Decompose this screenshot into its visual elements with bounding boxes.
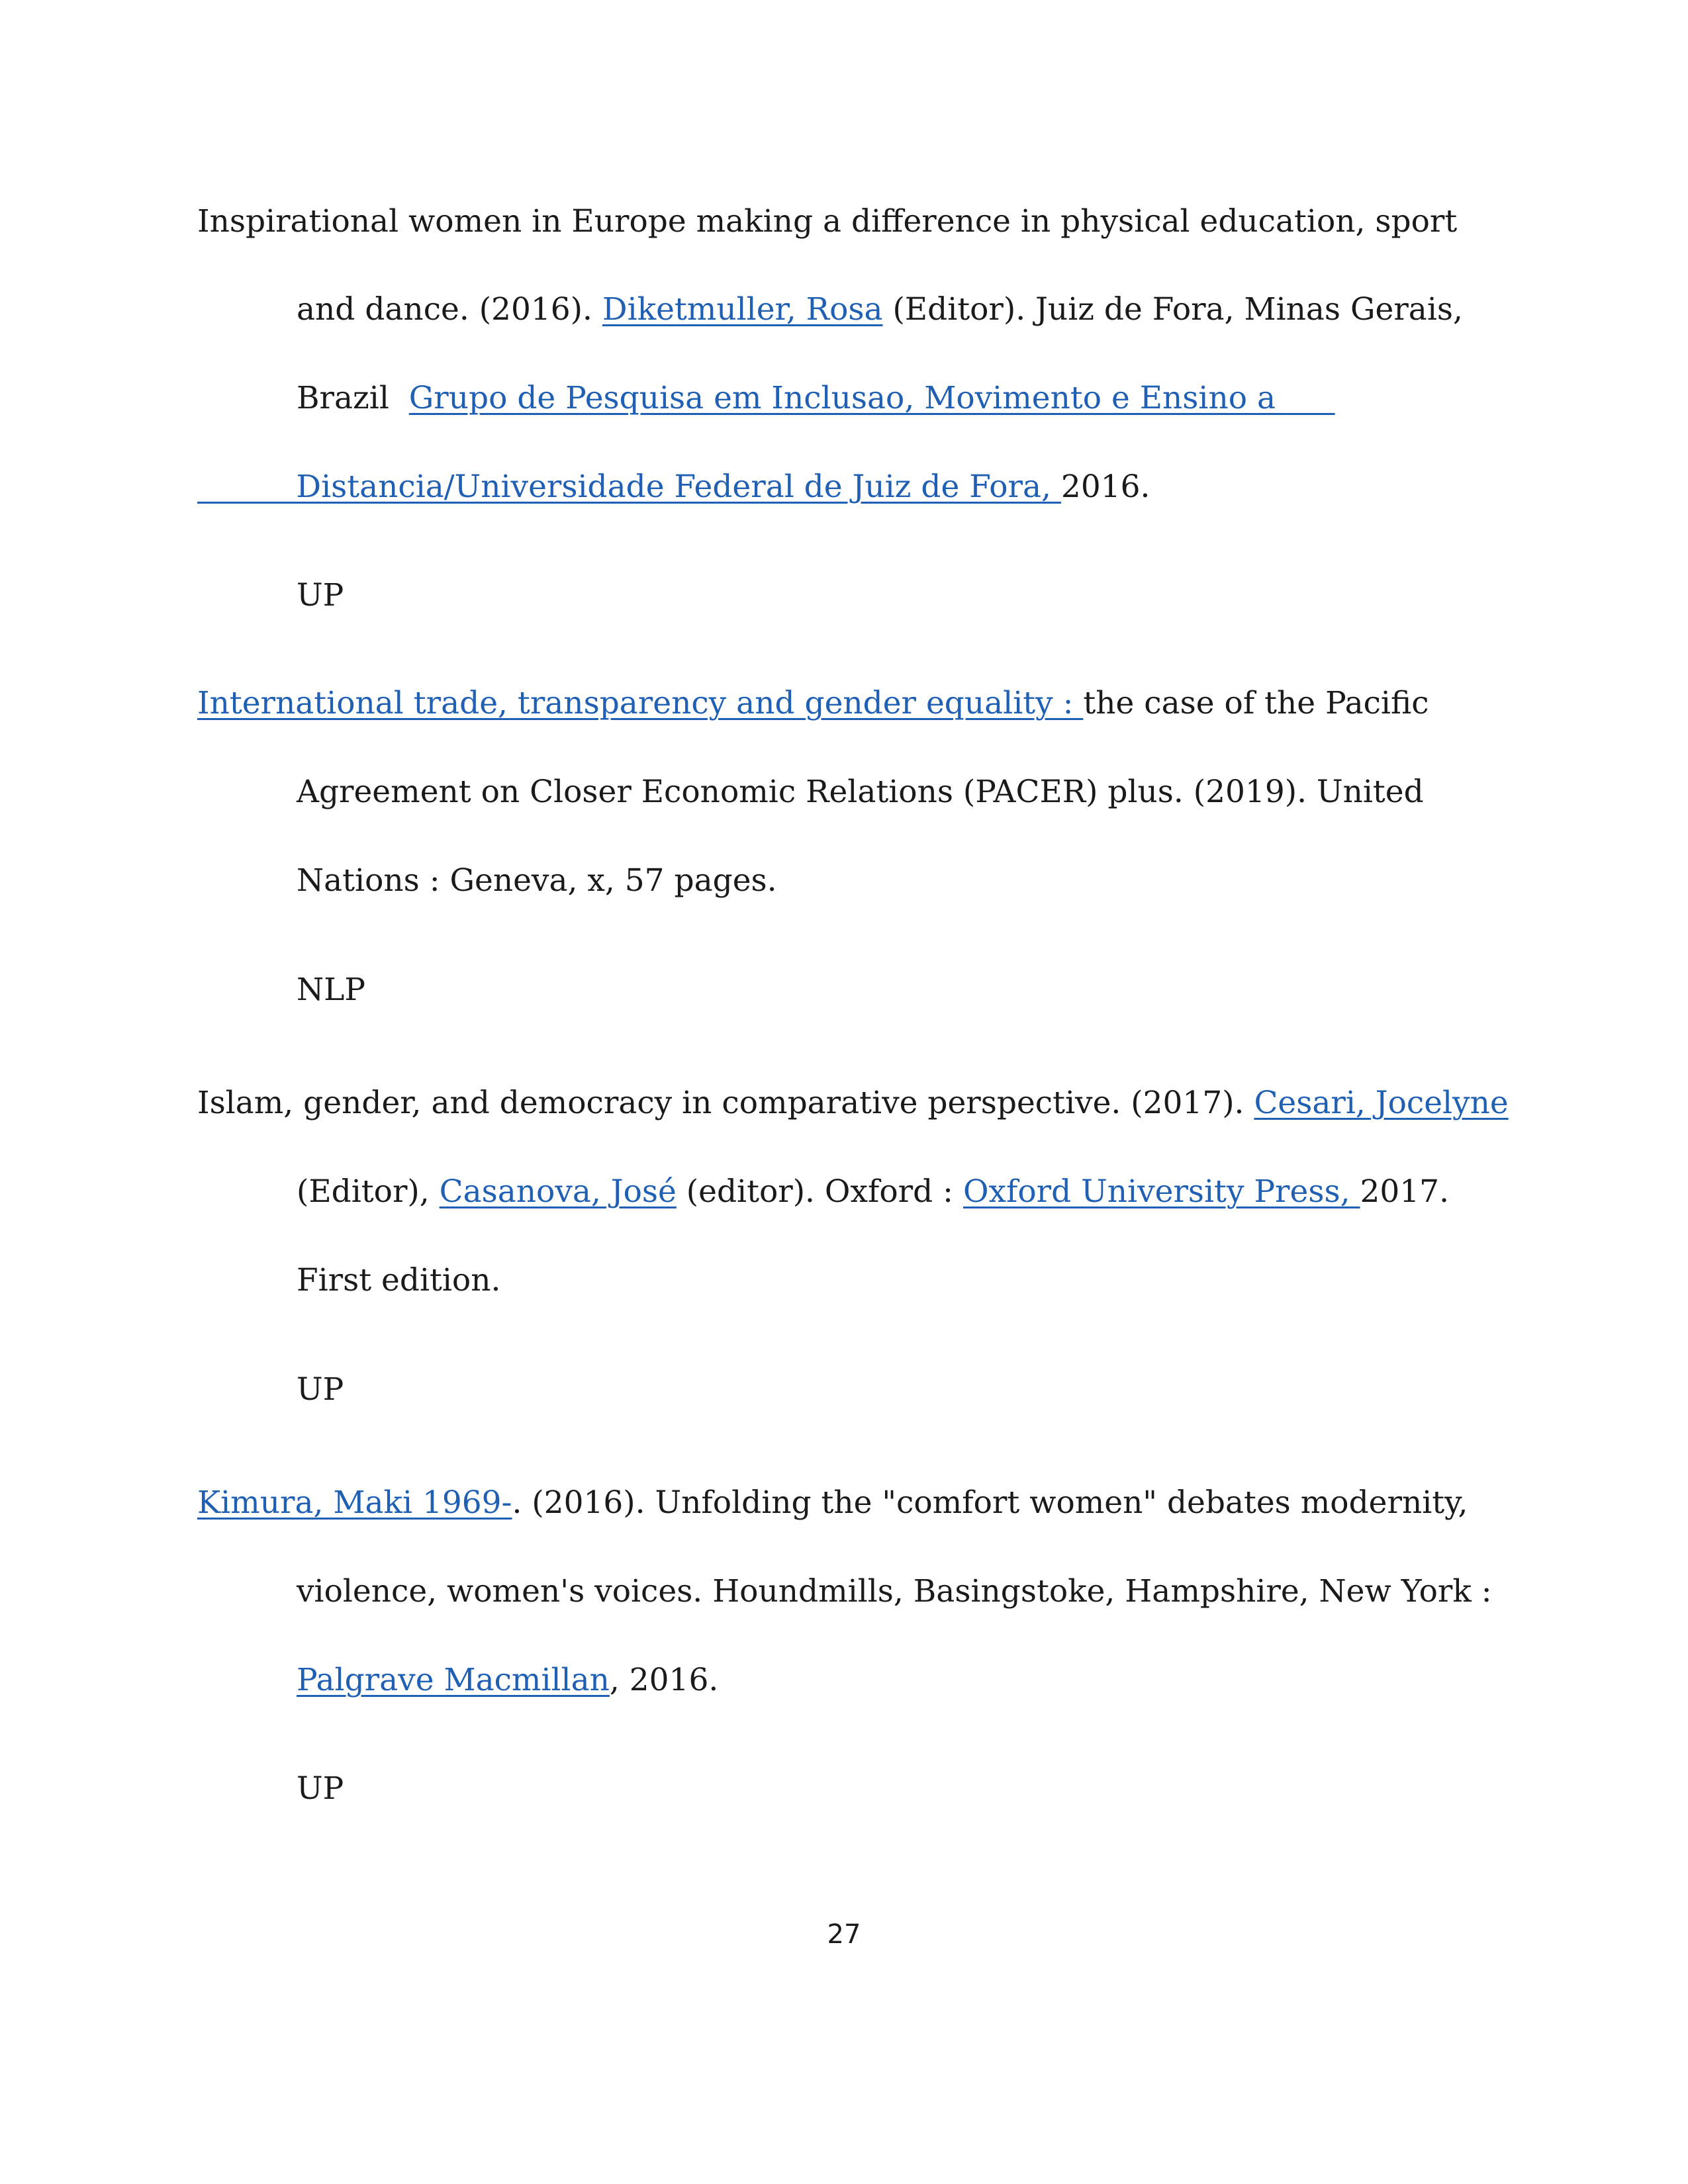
title-link-international-trade[interactable]: International trade, transparency and gender equality : — [197, 685, 1084, 721]
citation-text: 2016. — [1060, 469, 1150, 505]
author-link-diketmuller[interactable]: Diketmuller, Rosa — [602, 291, 883, 328]
citation-line: First edition. — [297, 1262, 501, 1298]
citation-line: Nations : Geneva, x, 57 pages. — [297, 862, 777, 899]
citation-text: (editor). Oxford : — [676, 1173, 963, 1210]
citation-line — [297, 290, 1463, 330]
citation-line — [197, 467, 1150, 507]
citation-text: (Editor), — [297, 1173, 440, 1210]
availability-code: NLP — [297, 972, 365, 1008]
citation-text: Brazil — [297, 380, 409, 416]
page-number: 27 — [827, 1919, 861, 1950]
citation-text: Inspirational women in Europe making a difference in physical education, sport — [197, 203, 1458, 240]
citation-text: . (2016). Unfolding the "comfort women" debates modernity, — [512, 1484, 1468, 1521]
publisher-link-palgrave[interactable]: Palgrave Macmillan — [297, 1662, 610, 1698]
availability-code: UP — [297, 1770, 344, 1807]
citation-line: Agreement on Closer Economic Relations (PACER) plus. (2019). United — [297, 774, 1424, 810]
citation-text: (Editor). Juiz de Fora, Minas Gerais, — [882, 291, 1463, 328]
publisher-link-universidade-federal[interactable]: Distancia/Universidade Federal de Juiz de Fora, — [197, 469, 1061, 505]
availability-code: UP — [297, 1371, 344, 1408]
citation-line — [297, 379, 1335, 418]
author-link-casanova[interactable]: Casanova, José — [439, 1173, 677, 1210]
citation-line — [197, 684, 1429, 723]
citation-line — [297, 1172, 1449, 1212]
author-link-kimura[interactable]: Kimura, Maki 1969- — [197, 1484, 512, 1521]
author-link-cesari[interactable]: Cesari, Jocelyne — [1254, 1085, 1509, 1121]
citation-line — [197, 202, 1457, 242]
citation-line: violence, women's voices. Houndmills, Basingstoke, Hampshire, New York : — [297, 1573, 1492, 1610]
citation-text: the case of the Pacific — [1083, 685, 1429, 721]
publisher-link-grupo-de-pesquisa[interactable]: Grupo de Pesquisa em Inclusao, Movimento e Ensino a — [408, 380, 1335, 416]
availability-code: UP — [297, 577, 344, 614]
citation-line — [297, 1661, 718, 1700]
citation-text: Islam, gender, and democracy in comparative perspective. (2017). — [197, 1085, 1254, 1121]
citation-line — [197, 1483, 1468, 1523]
publisher-link-oxford[interactable]: Oxford University Press, — [962, 1173, 1360, 1210]
citation-text: and dance. (2016). — [297, 291, 602, 328]
citation-text: 2017. — [1360, 1173, 1450, 1210]
citation-text: , 2016. — [609, 1662, 719, 1698]
citation-line — [197, 1083, 1509, 1123]
